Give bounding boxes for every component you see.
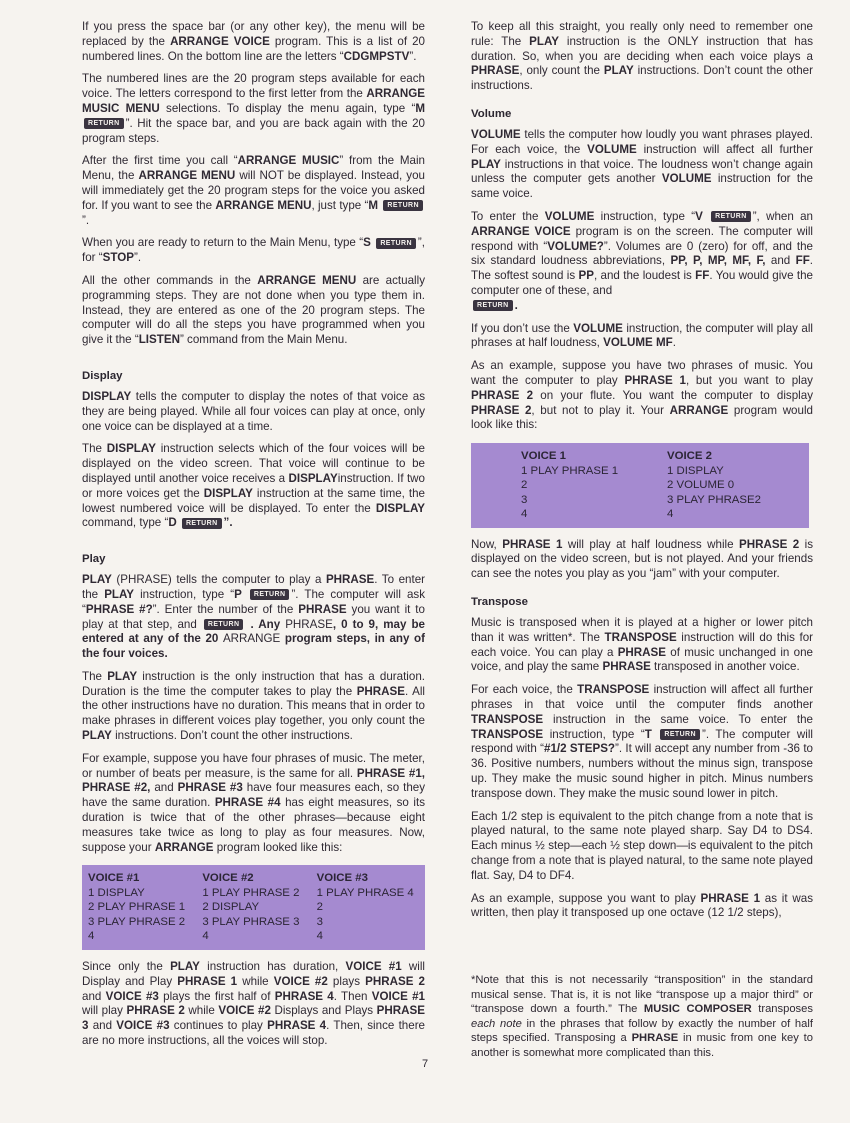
paragraph: If you press the space bar (or any other key), the menu will be replaced by the ARRANGE VOICE program. This is a list of 20 numbered lines. On the bottom line are the letters “CDGMPSTV”. <box>82 20 426 63</box>
return-key-icon: RETURN <box>473 300 513 311</box>
paragraph: When you are ready to return to the Main Menu, type “S RETURN ”, for “STOP”. <box>82 236 425 265</box>
footnote: *Note that this is not necessarily “transposition” in the standard musical sense. That is, it is not like “transpose up a major third” or “transpose down a fourth.” The MUSIC COMPOSER transposes each note in the phrases that follow by exactly the number of half steps specified. Transposing a PHRASE in music from one key to another is somewhat more complicated than this. <box>471 974 813 1059</box>
section-heading-volume: Volume <box>471 107 512 120</box>
table-row: 4 4 4 <box>88 930 323 943</box>
table-row: 1 PLAY PHRASE 1 1 DISPLAY <box>521 464 724 477</box>
paragraph: The PLAY instruction is the only instruction that has a duration. Duration is the time the computer takes to play the PHRASE. All the other instructions have no duration. This means that in order to make phrases in different voices play together, you only count the PLAY instructions. Don’t count the other instructions. <box>82 669 426 743</box>
return-key-icon: RETURN <box>182 518 222 529</box>
section-heading-transpose: Transpose <box>471 596 528 609</box>
return-key-icon: RETURN <box>204 619 244 630</box>
paragraph: The DISPLAY instruction selects which of the four voices will be displayed on the video screen. That voice will continue to be displayed until another voice receives a DISPLAYinstruction. If two or more voices get the DISPLAY instruction at the same time, the lowest numbered voice will be displayed. To enter the DISPLAY command, type “D RETURN ”. <box>82 442 425 530</box>
table-row: 2 2 VOLUME 0 <box>521 479 735 492</box>
paragraph: DISPLAY tells the computer to display the notes of that voice as they are being played. While all four voices can play at once, only one voice can be displayed at a time. <box>82 389 425 433</box>
return-key-icon: RETURN <box>250 589 290 600</box>
paragraph: Now, PHRASE 1 will play at half loudness while PHRASE 2 is displayed on the video screen, but is not played. And your friends can see the notes you play as you “jam” with your computer. <box>471 537 814 581</box>
table-row: 3 3 PLAY PHRASE2 <box>521 493 761 506</box>
table-row: 1 DISPLAY 1 PLAY PHRASE 2 1 PLAY PHRASE 4 <box>88 886 414 899</box>
paragraph: For each voice, the TRANSPOSE instruction will affect all further phrases in that voice until the computer finds another TRANSPOSE instruction in the same voice. To enter the TRANSPOSE instruction, type “T RETURN ”. The computer will respond with “#1/2 STEPS?”. It will accept any number from -36 to 36. Positive numbers, numbers without the minus sign, transpose up. They make the music sound higher in pitch. Minus numbers transpose down. They make the music sound lower in pitch. <box>471 683 813 800</box>
table-header: VOICE #1 <box>88 872 140 885</box>
table-header: VOICE #3 <box>316 872 368 885</box>
paragraph: Since only the PLAY instruction has duration, VOICE #1 will Display and Play PHRASE 1 while VOICE #2 plays PHRASE 2 and VOICE #3 plays the first half of PHRASE 4. Then VOICE #1 will play PHRASE 2 while VOICE #2 Displays and Plays PHRASE 3 and VOICE #3 continues to play PHRASE 4. Then, since there are no more instructions, all the voices will stop. <box>82 959 425 1047</box>
table-header: VOICE #2 <box>202 872 254 885</box>
paragraph: PLAY (PHRASE) tells the computer to play a PHRASE. To enter the PLAY instruction, type “P RETURN ”. The computer will ask “PHRASE #?”. Enter the number of the PHRASE you want it to play at that step, and RETURN . Any PHRASE, 0 to 9, may be entered at any of the 20 ARRANGE program steps, in any of the four voices. <box>82 573 426 661</box>
table-row: 4 4 <box>521 508 674 521</box>
left-column <box>82 20 425 1057</box>
return-key-icon: RETURN <box>383 200 423 211</box>
return-key-icon: RETURN <box>660 729 700 740</box>
paragraph: As an example, suppose you have two phrases of music. You want the computer to play PHRASE 1, but you want to play PHRASE 2 on your flute. You want the computer to display PHRASE 2, but not to play it. Your ARRANGE program would look like this: <box>471 359 813 432</box>
return-key-icon: RETURN <box>711 211 751 222</box>
section-heading-play: Play <box>82 553 106 566</box>
paragraph: For example, suppose you have four phrases of music. The meter, or number of beats per measure, is the same for all. PHRASE #1, PHRASE #2, and PHRASE #3 have four measures each, so they have the same duration. PHRASE #4 has eight measures, so its duration is twice that of the other phrases—because eight measures take twice as long to play as four measures. Now, suppose your ARRANGE program looked like this: <box>82 751 426 854</box>
paragraph: VOLUME tells the computer how loudly you want phrases played. For each voice, the VOLUME instruction will affect all further PLAY instructions in that voice. The loudness won’t change again unless the computer gets another VOLUME instruction for the same voice. <box>471 127 813 201</box>
paragraph: The numbered lines are the 20 program steps available for each voice. The letters correspond to the first letter from the ARRANGE MUSIC MENU selections. To display the menu again, type “M RETURN ”. Hit the space bar, and you are back again with the 20 program steps. <box>82 72 425 145</box>
table-header: VOICE 2 <box>667 450 712 463</box>
paragraph: If you don’t use the VOLUME instruction, the computer will play all phrases at half loudness, VOLUME MF. <box>471 321 813 350</box>
section-heading-display: Display <box>82 369 123 382</box>
return-key-icon: RETURN <box>376 238 416 249</box>
paragraph: Music is transposed when it is played at a higher or lower pitch than it was written*. The TRANSPOSE instruction will do this for each voice. You can play a PHRASE of music unchanged in one voice, and play the same PHRASE transposed in another voice. <box>471 616 813 674</box>
paragraph: To keep all this straight, you really only need to remember one rule: The PLAY instruction is the ONLY instruction that has duration. So, when you are deciding when each voice plays a PHRASE, only count the PLAY instructions. Don’t count the other instructions. <box>471 20 813 93</box>
arrange-program-table-2 <box>471 443 809 528</box>
page-number: 7 <box>421 1058 429 1070</box>
table-header: VOICE 1 <box>521 450 566 463</box>
paragraph: Each 1/2 step is equivalent to the pitch change from a note that is played natural, to the same note played sharp. Say D4 to DS4. Each minus ½ step—each ½ step down—is equivalent to the pitch change from a note that is played natural, to the same note played flat. Say, D4 to DF4. <box>471 809 813 882</box>
paragraph: All the other commands in the ARRANGE MENU are actually programming steps. They are not done when you type them in. Instead, they are entered as one of the 20 program steps. The computer will do all the steps you have programmed when you give it the “LISTEN” command from the Main Menu. <box>82 273 425 347</box>
paragraph: To enter the VOLUME instruction, type “V RETURN ”, when an ARRANGE VOICE program is on the screen. The computer will respond with “VOLUME?”. Volumes are 0 (zero) for off, and the six standard loudness abbreviations, PP, P, MP, MF, F, and FF. The softest sound is PP, and the loudest is FF. You would give the computer one of these, and RETURN . <box>471 209 814 312</box>
paragraph: As an example, suppose you want to play PHRASE 1 as it was written, then play it transposed up one octave (12 1/2 steps), <box>471 891 813 920</box>
table-row: 2 PLAY PHRASE 1 2 DISPLAY 2 <box>88 901 323 914</box>
table-row: 3 PLAY PHRASE 2 3 PLAY PHRASE 3 3 <box>88 915 323 928</box>
paragraph: After the first time you call “ARRANGE MUSIC” from the Main Menu, the ARRANGE MENU will NOT be displayed. Instead, you will immediately get the 20 program steps for the voice you asked for. If you want to see the ARRANGE MENU, just type “M RETURN”. <box>82 154 425 227</box>
arrange-program-table-1 <box>82 865 425 950</box>
right-column <box>471 20 813 1068</box>
return-key-icon: RETURN <box>84 118 124 129</box>
